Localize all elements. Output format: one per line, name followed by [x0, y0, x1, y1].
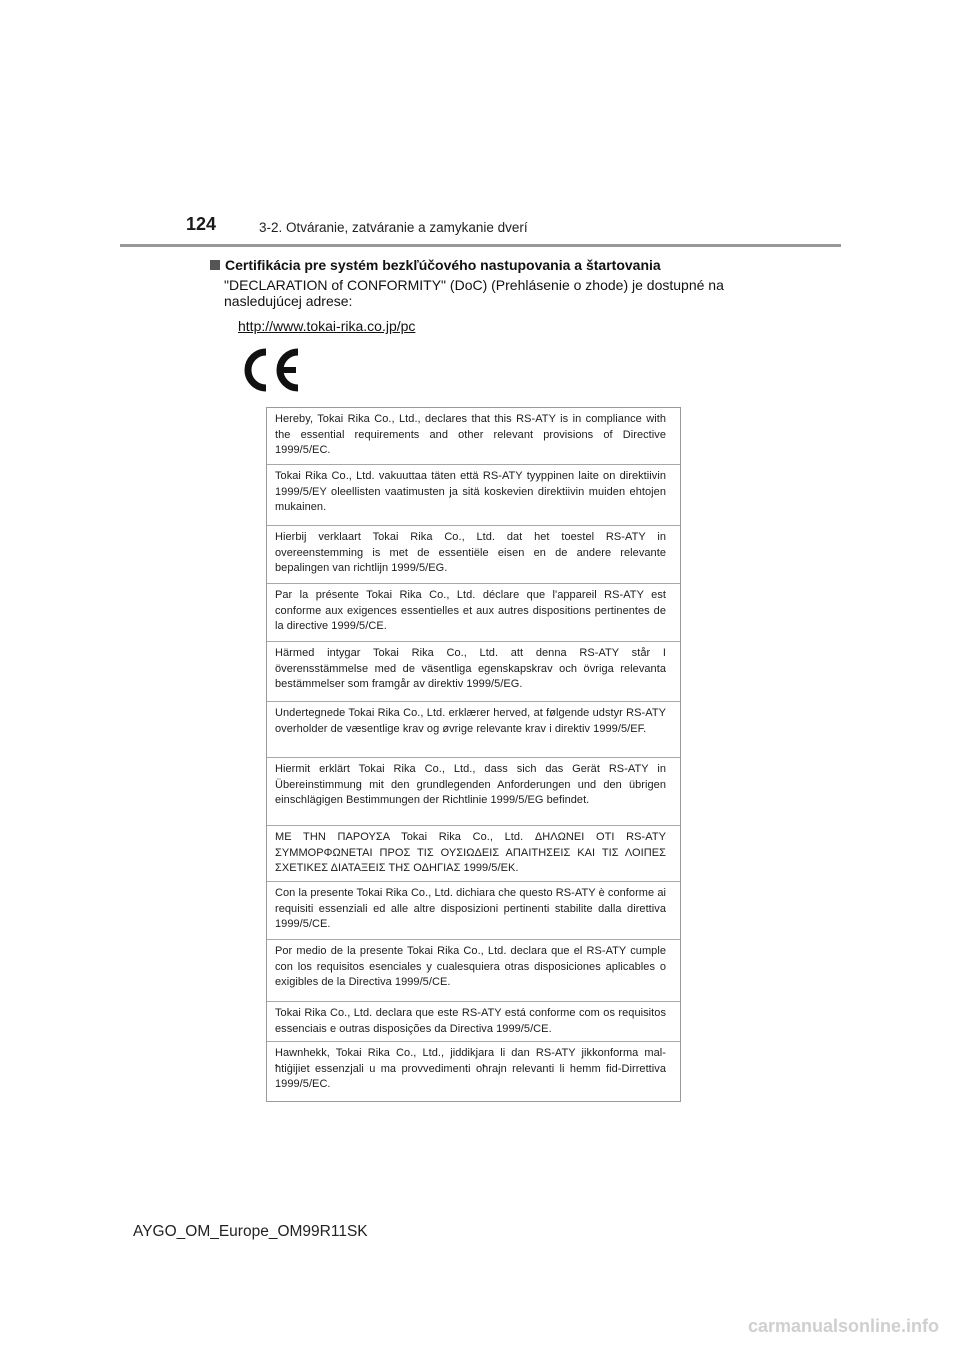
url-link[interactable]: http://www.tokai-rika.co.jp/pc: [238, 318, 416, 334]
section-header: 3-2. Otváranie, zatváranie a zamykanie dverí: [259, 220, 528, 235]
declaration-box: [266, 407, 681, 1102]
declaration-cell-es: Por medio de la presente Tokai Rika Co., Ltd. declara que el RS-ATY cumple con los requisitos esenciales y cualesquiera otras disposiciones aplicables o exigibles de la Directiva 1999/5/CE.: [267, 940, 680, 1002]
declaration-cell-en: Hereby, Tokai Rika Co., Ltd., declares that this RS-ATY is in compliance with the essential requirements and other relevant provisions of Directive 1999/5/EC.: [267, 408, 680, 465]
footer-doc-code: AYGO_OM_Europe_OM99R11SK: [133, 1223, 368, 1240]
ce-mark-icon: [238, 345, 304, 395]
page-number: 124: [186, 214, 217, 234]
subtitle-text: Certifikácia pre systém bezkľúčového nastupovania a štartovania: [225, 257, 661, 273]
square-bullet-icon: [210, 260, 220, 270]
declaration-cell-fr: Par la présente Tokai Rika Co., Ltd. déclare que l'appareil RS-ATY est conforme aux exigences essentielles et aux autres dispositions pertinentes de la directive 1999/5/CE.: [267, 584, 680, 642]
watermark: carmanualsonline.info: [748, 1316, 940, 1336]
declaration-cell-mt: Hawnhekk, Tokai Rika Co., Ltd., jiddikjara li dan RS-ATY jikkonforma mal-ħtiġijiet essenzjali u ma provvedimenti oħrajn relevanti li hemm fid-Dirrettiva 1999/5/EC.: [275, 1047, 666, 1090]
declaration-cell-sv: Härmed intygar Tokai Rika Co., Ltd. att denna RS-ATY står I överensstämmelse med de väsentliga egenskapskrav och övriga relevanta bestämmelser som framgår av direktiv 1999/5/EG.: [267, 642, 680, 702]
declaration-cell-pt: Tokai Rika Co., Ltd. declara que este RS-ATY está conforme com os requisitos essenciais e outras disposições da Directiva 1999/5/CE.: [267, 1002, 680, 1042]
subtitle: [210, 257, 661, 273]
declaration-cell-it: Con la presente Tokai Rika Co., Ltd. dichiara che questo RS-ATY è conforme ai requisiti essenziali ed alle altre disposizioni pertinenti stabilite dalla direttiva 1999/5/CE.: [267, 882, 680, 940]
header-rule: [120, 244, 841, 247]
declaration-cell-da: Undertegnede Tokai Rika Co., Ltd. erklærer herved, at følgende udstyr RS-ATY overholder de væsentlige krav og øvrige relevante krav i direktiv 1999/5/EF.: [267, 702, 680, 758]
declaration-cell-nl: Hierbij verklaart Tokai Rika Co., Ltd. dat het toestel RS-ATY in overeenstemming is met de essentiële eisen en de andere relevante bepalingen van richtlijn 1999/5/EG.: [267, 526, 680, 584]
declaration-cell-fi: Tokai Rika Co., Ltd. vakuuttaa täten että RS-ATY tyyppinen laite on direktiivin 1999/5/EY oleellisten vaatimusten ja sitä koskevien direktiivin muiden ehtojen mukainen.: [267, 465, 680, 526]
declaration-cell-el: ΜΕ ΤΗΝ ΠΑΡΟΥΣΑ Tokai Rika Co., Ltd. ΔΗΛΩΝΕΙ ΟΤΙ RS-ATY ΣΥΜΜΟΡΦΩΝΕΤΑΙ ΠΡΟΣ ΤΙΣ ΟΥΣΙΩΔΕΙΣ ΑΠΑΙΤΗΣΕΙΣ ΚΑΙ ΤΙΣ ΛΟΙΠΕΣ ΣΧΕΤΙΚΕΣ ΔΙΑΤΑΞΕΙΣ ΤΗΣ ΟΔΗΓΙΑΣ 1999/5/ΕΚ.: [267, 826, 680, 882]
declaration-cell-de: Hiermit erklärt Tokai Rika Co., Ltd., dass sich das Gerät RS-ATY in Übereinstimmung mit den grundlegenden Anforderungen und den übrigen einschlägigen Bestimmungen der Richtlinie 1999/5/EG befindet.: [267, 758, 680, 826]
body-text: "DECLARATION of CONFORMITY" (DoC) (Prehlásenie o zhode) je dostupné na nasledujúcej adrese:: [224, 277, 724, 309]
